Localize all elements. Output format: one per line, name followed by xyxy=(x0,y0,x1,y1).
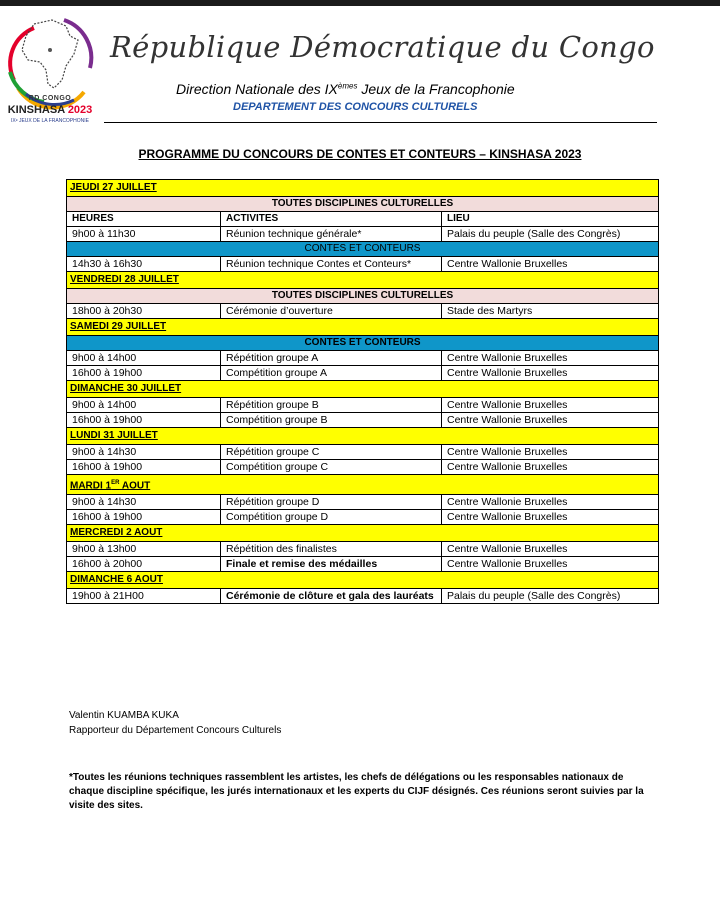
header-department: DEPARTEMENT DES CONCOURS CULTURELS xyxy=(233,101,478,113)
header-title: République Démocratique du Congo xyxy=(110,30,655,64)
day-row: DIMANCHE 6 AOUT xyxy=(67,572,659,589)
section-row: TOUTES DISCIPLINES CULTURELLES xyxy=(67,197,659,212)
section-row: CONTES ET CONTEURS xyxy=(67,242,659,257)
section-row: TOUTES DISCIPLINES CULTURELLES xyxy=(67,289,659,304)
logo-rd-text: RD CONGO xyxy=(28,95,72,102)
table-row: 19h00 à 21H00 Cérémonie de clôture et gala des lauréats Palais du peuple (Salle des Congrès) xyxy=(67,589,659,604)
program-table xyxy=(66,179,659,604)
signatory-name: Valentin KUAMBA KUKA xyxy=(69,710,179,721)
header-direction: Direction Nationale des IXèmes Jeux de la Francophonie xyxy=(176,81,515,97)
table-row: 16h00 à 19h00 Compétition groupe A Centre Wallonie Bruxelles xyxy=(67,366,659,381)
day-row: LUNDI 31 JUILLET xyxy=(67,428,659,445)
table-row: 9h00 à 13h00 Répétition des finalistes Centre Wallonie Bruxelles xyxy=(67,542,659,557)
table-row: 18h00 à 20h30 Cérémonie d’ouverture Stade des Martyrs xyxy=(67,304,659,319)
footnote: *Toutes les réunions techniques rassemblent les artistes, les chefs de délégations ou les responsables nationaux de chaque discipline spécifique, les jurés internationaux et les experts du CIJF désignés. Ces réunions seront suivies par la visite des sites. xyxy=(69,772,644,811)
table-row: 14h30 à 16h30 Réunion technique Contes et Conteurs* Centre Wallonie Bruxelles xyxy=(67,257,659,272)
day-row: MARDI 1ER AOUT xyxy=(67,475,659,495)
table-row: 16h00 à 19h00 Compétition groupe C Centre Wallonie Bruxelles xyxy=(67,460,659,475)
table-row: 9h00 à 14h30 Répétition groupe D Centre Wallonie Bruxelles xyxy=(67,495,659,510)
top-bar xyxy=(0,0,720,6)
section-row: CONTES ET CONTEURS xyxy=(67,336,659,351)
table-row: 9h00 à 11h30 Réunion technique générale* Palais du peuple (Salle des Congrès) xyxy=(67,227,659,242)
table-row: 9h00 à 14h00 Répétition groupe A Centre Wallonie Bruxelles xyxy=(67,351,659,366)
header-row: HEURES ACTIVITES LIEU xyxy=(67,212,659,227)
day-row: MERCREDI 2 AOUT xyxy=(67,525,659,542)
header-rule xyxy=(104,122,657,123)
table-row: 16h00 à 19h00 Compétition groupe D Centre Wallonie Bruxelles xyxy=(67,510,659,525)
logo-city-text: KINSHASA 2023 xyxy=(7,104,93,116)
table-row: 9h00 à 14h30 Répétition groupe C Centre Wallonie Bruxelles xyxy=(67,445,659,460)
day-row: SAMEDI 29 JUILLET xyxy=(67,319,659,336)
day-row: DIMANCHE 30 JUILLET xyxy=(67,381,659,398)
day-row: VENDREDI 28 JUILLET xyxy=(67,272,659,289)
day-row: JEUDI 27 JUILLET xyxy=(67,180,659,197)
document-title: PROGRAMME DU CONCOURS DE CONTES ET CONTEURS – KINSHASA 2023 xyxy=(138,147,582,161)
table-row: 16h00 à 20h00 Finale et remise des médailles Centre Wallonie Bruxelles xyxy=(67,557,659,572)
signatory-role: Rapporteur du Département Concours Culturels xyxy=(69,725,282,736)
logo-subtitle: IXᵉ JEUX DE LA FRANCOPHONIE xyxy=(11,118,89,124)
table-row: 16h00 à 19h00 Compétition groupe B Centre Wallonie Bruxelles xyxy=(67,413,659,428)
table-row: 9h00 à 14h00 Répétition groupe B Centre Wallonie Bruxelles xyxy=(67,398,659,413)
